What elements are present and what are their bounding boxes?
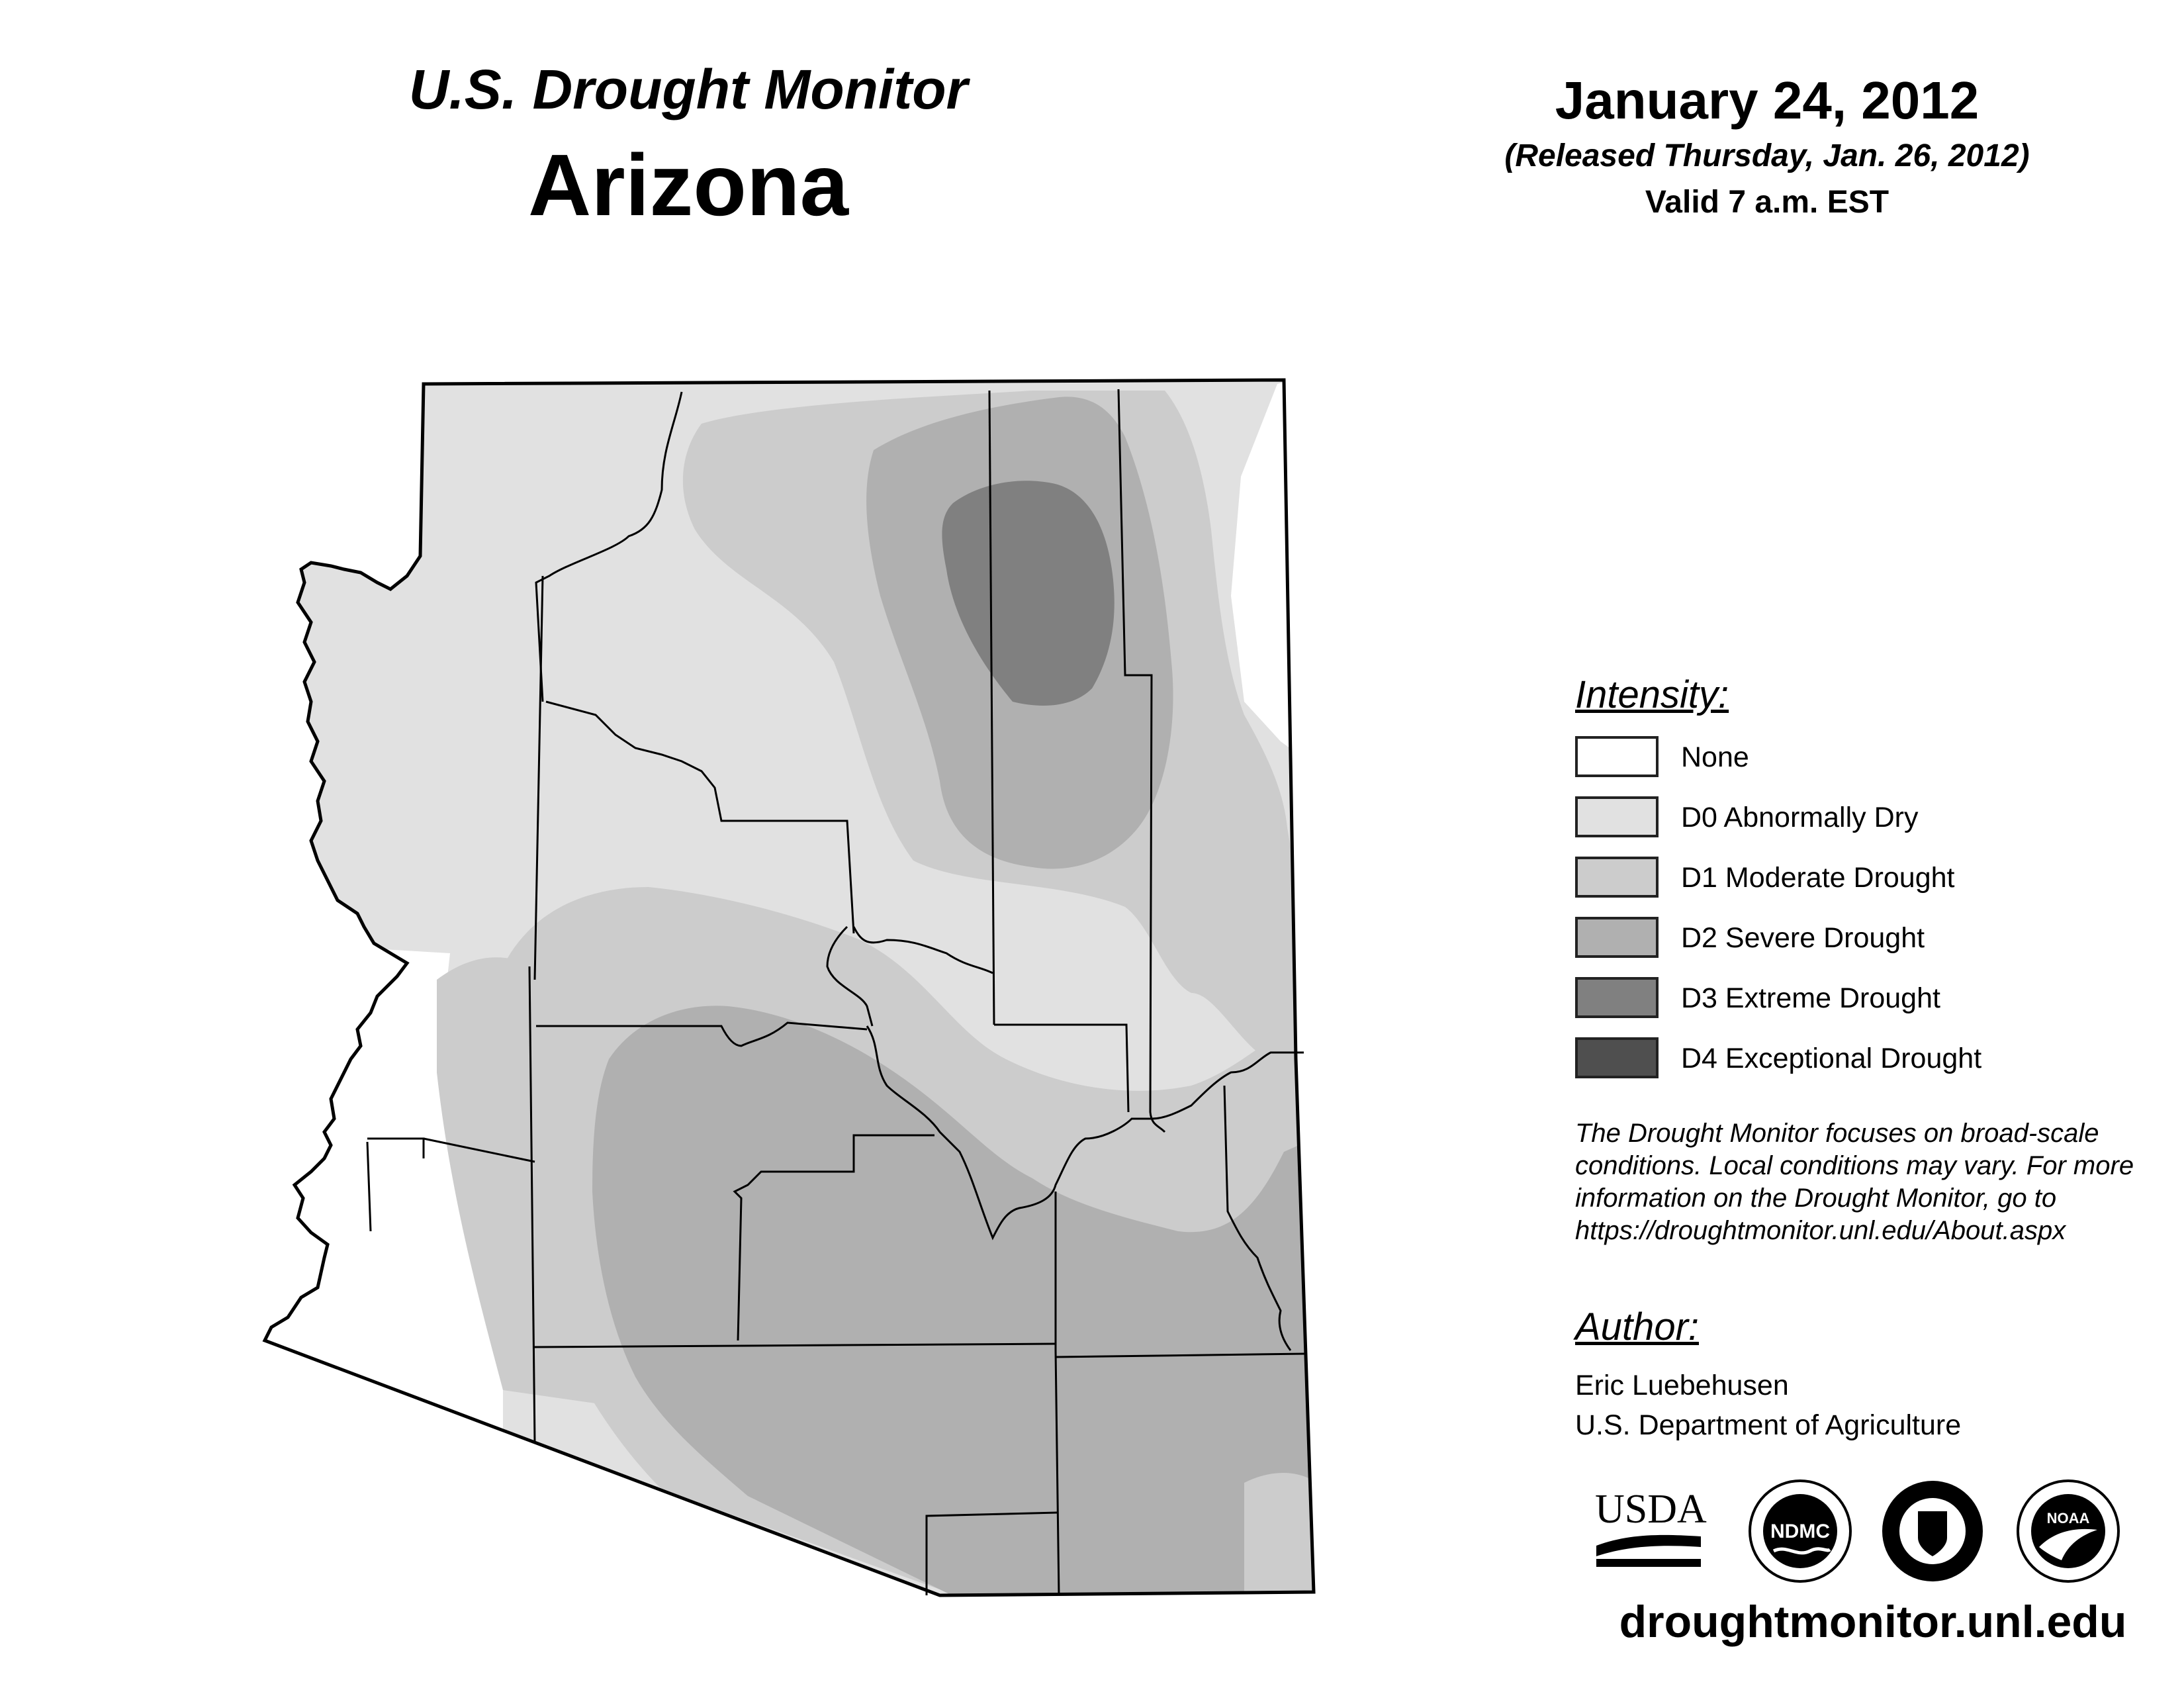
drought-area-none-west [0,927,503,1523]
legend-item-none [1575,727,2171,787]
author-name: Eric Luebehusen [1575,1370,1789,1401]
legend-label-d4: D4 Exceptional Drought [1681,1043,1982,1074]
legend-label-d0: D0 Abnormally Dry [1681,802,1919,833]
legend-swatch-none [1575,736,1659,777]
commerce-seal-icon [1882,1481,1983,1581]
product-title: U.S. Drought Monitor [408,58,968,120]
legend-item-d2 [1575,908,2171,968]
author-heading: Author: [1575,1305,1699,1348]
usda-logo-text: USDA [1595,1487,1707,1532]
legend-item-d4 [1575,1028,2171,1088]
valid-time: Valid 7 a.m. EST [1645,185,1889,220]
legend-swatch-d3 [1575,977,1659,1018]
author-organization: U.S. Department of Agriculture [1575,1409,1962,1441]
map-date: January 24, 2012 [1555,71,1979,130]
ndmc-logo [1750,1481,1850,1581]
legend-swatch-d2 [1575,917,1659,958]
legend-label-d2: D2 Severe Drought [1681,922,1925,954]
legend-label-d1: D1 Moderate Drought [1681,862,1955,894]
usda-logo [1595,1487,1707,1567]
legend [1575,669,2171,1088]
noaa-logo-text: NOAA [2046,1510,2090,1526]
state-name: Arizona [527,136,849,234]
release-date: (Released Thursday, Jan. 26, 2012) [1504,138,2030,173]
noaa-logo [2018,1481,2118,1581]
legend-item-d3 [1575,968,2171,1028]
partner-logos [1588,1473,2184,1605]
legend-item-d1 [1575,847,2171,908]
usda-logo-swoosh [1596,1535,1701,1556]
legend-swatch-d0 [1575,796,1659,837]
legend-item-d0 [1575,787,2171,847]
website-url: droughtmonitor.unl.edu [1619,1597,2127,1647]
disclaimer-note: The Drought Monitor focuses on broad-scale conditions. Local conditions may vary. For more information on the Drought Monitor, go to https://droughtmonitor.unl.edu/About.aspx [1575,1119,2134,1245]
author-block [1575,1301,2171,1445]
legend-swatch-d1 [1575,857,1659,898]
legend-label-d3: D3 Extreme Drought [1681,982,1940,1014]
ndmc-logo-text: NDMC [1770,1521,1830,1542]
legend-label-none: None [1681,741,1749,773]
legend-heading: Intensity: [1575,673,1729,716]
usda-logo-bar [1596,1559,1701,1567]
legend-swatch-d4 [1575,1037,1659,1078]
